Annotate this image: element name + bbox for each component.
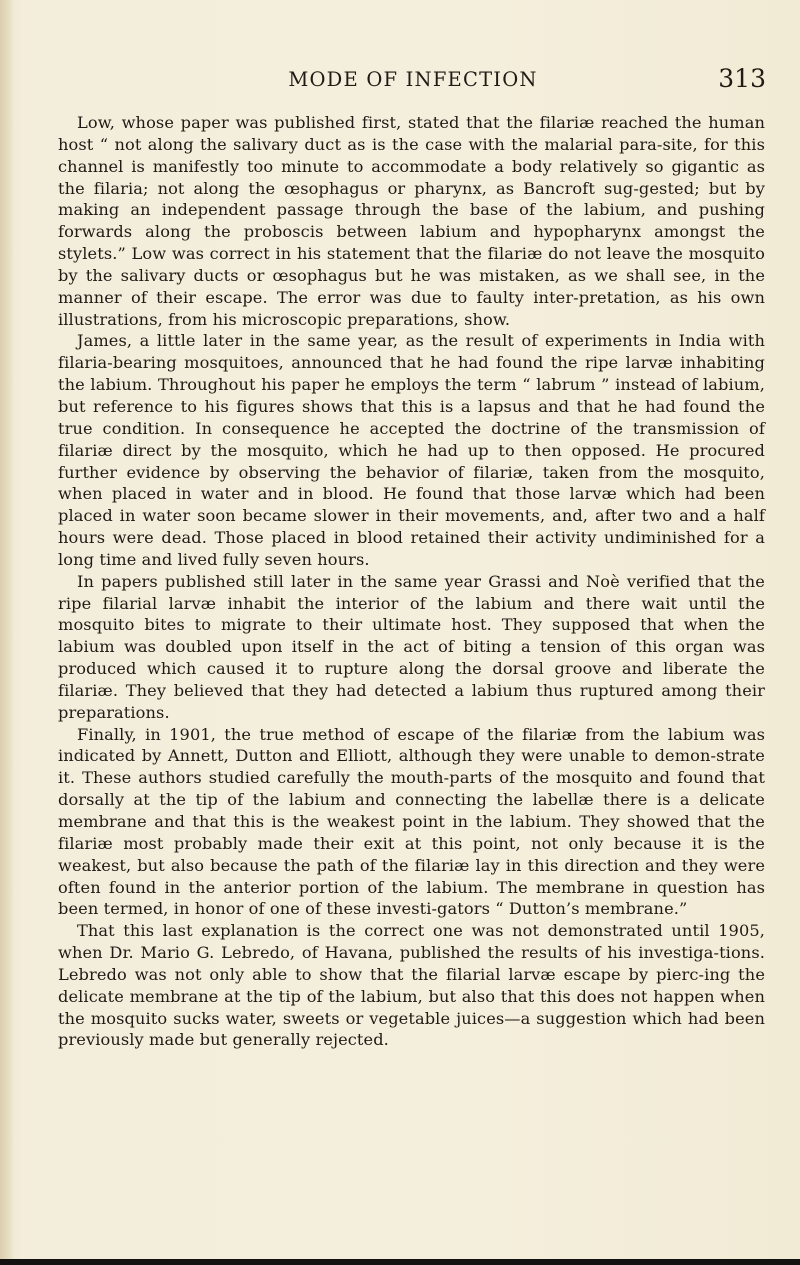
paragraph-low: Low, whose paper was published first, stated that the filariæ reached the human host “ not along the salivary duct as is the case with the malarial para-site, for this channel is manifestly too minute to accommodate a body relatively so gigantic as the filaria; not along the œsophagus or pharynx, as Bancroft sug-gested; but by making an independent passage through the base of the labium, and pushing forwards along the proboscis between labium and hypopharynx amongst the stylets.” Low was correct in his statement that the filariæ do not leave the mosquito by the salivary ducts or œsophagus but he was mistaken, as we shall see, in the manner of their escape. The error was due to faulty inter-pretation, as his own illustrations, from his microscopic preparations, show. — [58, 113, 765, 329]
running-head — [60, 64, 766, 94]
paragraph-grassi-noe: In papers published still later in the same year Grassi and Noè verified that the ripe filarial larvæ inhabit the interior of the labium and there wait until the mosquito bites to migrate to their ultimate host. They supposed that when the labium was doubled upon itself in the act of biting a tension of this organ was produced which caused it to rupture along the dorsal groove and liberate the filariæ. They believed that they had detected a labium thus ruptured among their preparations. — [58, 571, 765, 722]
bottom-edge-rule — [0, 1259, 800, 1265]
paragraph-james: James, a little later in the same year, as the result of experiments in India with filaria-bearing mosquitoes, announced that he had found the ripe larvæ inhabiting the labium. Throughout his paper he employs the term “ labrum ” instead of labium, but reference to his figures shows that this is a lapsus and that he had found the true condition. In consequence he accepted the doctrine of the transmission of filariæ direct by the mosquito, which he had up to then opposed. He procured further evidence by observing the behavior of filariæ, taken from the mosquito, when placed in water and in blood. He found that those larvæ which had been placed in water soon became slower in their movements, and, after two and a half hours were dead. Those placed in blood retained their activity undiminished for a long time and lived fully seven hours. — [58, 331, 765, 569]
paragraph-annett-dutton-elliott: Finally, in 1901, the true method of escape of the filariæ from the labium was indicated by Annett, Dutton and Elliott, although they were unable to demon-strate it. These authors studied carefully the mouth-parts of the mosquito and found that dorsally at the tip of the labium and connecting the labellæ there is a delicate membrane and that this is the weakest point in the labium. They showed that the filariæ most probably made their exit at this point, not only because it is the weakest, but also because the path of the filariæ lay in this direction and they were often found in the anterior portion of the labium. The membrane in question has been termed, in honor of one of these investi-gators “ Dutton’s membrane.” — [58, 724, 765, 919]
page-number: 313 — [718, 64, 766, 93]
running-title: MODE OF INFECTION — [288, 68, 538, 91]
body-text — [58, 112, 765, 1051]
page-gutter-shadow — [0, 0, 14, 1265]
paragraph-lebredo: That this last explanation is the correct one was not demonstrated until 1905, when Dr. Mario G. Lebredo, of Havana, published the results of his investiga-tions. Lebredo was not only able to show that the filarial larvæ escape by pierc-ing the delicate membrane at the tip of the labium, but also that this does not happen when the mosquito sucks water, sweets or vegetable juices—a suggestion which had been previously made but generally rejected. — [58, 921, 765, 1050]
